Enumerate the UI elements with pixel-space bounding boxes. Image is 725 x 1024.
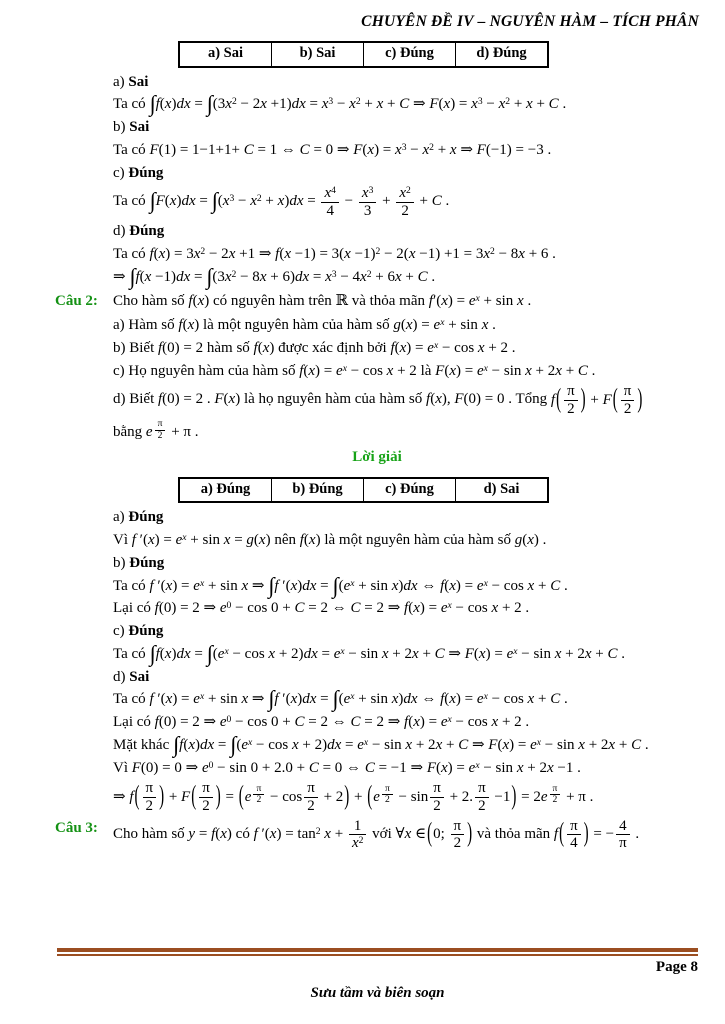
text-run: Ta có	[113, 193, 150, 210]
solution-line	[55, 244, 699, 264]
math-run: ∫F(x)dx = ∫(x3 − x2 + x)dx = $\frac{x4}{4}$ − $\frac{x3}{3}$ + $\frac{x2}{2}$ + C .	[149, 185, 450, 219]
text-run: và thỏa mãn	[473, 825, 554, 842]
integral-symbol: ∫	[206, 91, 213, 117]
math-run: f( $\frac{\pi}{2}$ ) + F( $\frac{\pi}{2}$ )	[550, 383, 643, 417]
text-run: Cho hàm số	[113, 292, 189, 309]
solution-line	[55, 221, 699, 241]
solution-line	[55, 338, 699, 358]
answer-word: Sai	[129, 119, 150, 136]
question-body	[113, 291, 699, 311]
answer-cell: d) Đúng	[456, 42, 549, 67]
document-content	[0, 41, 725, 851]
footer-note: Sưu tầm và biên soạn	[310, 985, 445, 1001]
solution-line	[55, 780, 699, 813]
text-run: c)	[113, 164, 129, 181]
big-paren-open: (	[367, 782, 373, 812]
math-run: f ′(x) = ex + sin x ⇒ ∫f ′(x)dx = ∫(ex + sin x)dx ⇔ f(x) = ex − cos x + C .	[149, 686, 568, 712]
text-run: là một nguyên hàm của hàm số	[199, 317, 394, 334]
math-run: ∀x ∈(0; $\frac{\pi}{2}$ )	[395, 817, 473, 852]
math-run: ⇒ f( $\frac{\pi}{2}$ ) + F( $\frac{\pi}{2}$ ) = (e $\frac{\pi}{2}$ − cos $\frac{\pi}{2}$ + 2) + (e $\frac{\pi}{2}$ − sin $\frac{\pi}{2}$ + 2. $\frac{\pi}{2}$ −1) = 2e $\frac{\pi}{2}$ + π .	[113, 780, 594, 814]
math-run: f(0) = 2 ⇒ e0 − cos 0 + C = 2 ⇔ C = 2 ⇒ f(x) = ex − cos x + 2 .	[154, 714, 530, 731]
math-run: F(1) = 1−1+1+ C = 1 ⇔ C = 0 ⇒ F(x) = x3 − x2 + x ⇒ F(−1) = −3 .	[149, 141, 552, 158]
integral-symbol: ∫	[268, 686, 275, 712]
big-paren-close: )	[344, 782, 350, 812]
text-run: Ta có	[113, 141, 150, 158]
text-run: có nguyên hàm trên	[209, 292, 336, 309]
solution-line	[55, 712, 699, 732]
text-run: được xác định bởi	[274, 339, 391, 356]
solution-line	[55, 553, 699, 573]
big-paren-open: (	[191, 782, 197, 812]
text-run: là họ nguyên hàm của hàm số	[240, 391, 427, 408]
math-run: f(x)	[188, 292, 210, 309]
answer-word: Đúng	[128, 623, 164, 640]
math-run: ℝ	[335, 292, 348, 309]
text-run: hàm số	[203, 339, 254, 356]
solution-line	[55, 315, 699, 335]
text-run: Ta có	[113, 691, 150, 708]
answer-cell: c) Đúng	[364, 42, 456, 67]
solution-line	[55, 263, 699, 289]
solution-line	[55, 758, 699, 778]
question-row	[55, 291, 699, 311]
big-paren-close: )	[637, 385, 643, 415]
integral-symbol: ∫	[149, 188, 156, 214]
question-row	[55, 818, 699, 851]
big-paren-open: (	[134, 782, 140, 812]
text-run: Lại có	[113, 600, 155, 617]
math-run: ∫f(x)dx = ∫(3x2 − 2x +1)dx = x3 − x2 + x + C ⇒ F(x) = x3 − x2 + x + C .	[149, 91, 567, 117]
math-run: ∫f(x)dx = ∫(ex − cos x + 2)dx = ex − sin x + 2x + C ⇒ F(x) = ex − sin x + 2x + C .	[149, 640, 626, 666]
big-paren-close: )	[215, 782, 221, 812]
math-run: f ′(x) = tan2 x + $\frac{1}{x2}$	[254, 826, 369, 842]
math-run: f(0) = 2 .	[158, 391, 211, 408]
text-run: a) Hàm số	[113, 317, 179, 334]
solution-heading: Lời giải	[352, 448, 402, 465]
answer-word: Sai	[128, 73, 149, 90]
text-run: Tổng	[511, 391, 551, 408]
integral-symbol: ∫	[332, 686, 339, 712]
math-run: g(x) .	[514, 532, 547, 549]
text-run: b) Biết	[113, 339, 158, 356]
solution-line	[55, 640, 699, 666]
page-number: Page 8	[655, 959, 698, 975]
math-run: ∫f(x)dx = ∫(ex − cos x + 2)dx = ex − sin x + 2x + C ⇒ F(x) = ex − sin x + 2x + C .	[172, 731, 649, 757]
text-run: bằng	[113, 424, 146, 441]
big-paren-close: )	[159, 782, 165, 812]
solution-line	[55, 72, 699, 92]
math-run: f(x)	[178, 317, 200, 334]
big-paren-close: )	[467, 819, 473, 849]
answer-cell: d) Sai	[456, 478, 549, 503]
math-run: f(x)	[299, 532, 321, 549]
solution-line	[55, 140, 699, 160]
solution-line	[55, 667, 699, 687]
math-run: f ′(x) = ex + sin x = g(x)	[131, 532, 271, 549]
integral-symbol: ∫	[172, 731, 180, 757]
math-run: f ′(x) = ex + sin x ⇒ ∫f ′(x)dx = ∫(ex + sin x)dx ⇔ f(x) = ex − cos x + C .	[149, 572, 568, 598]
answer-cell: b) Đúng	[272, 478, 364, 503]
text-run: Mặt khác	[113, 736, 173, 753]
answer-cell: a) Đúng	[179, 478, 272, 503]
question-label: Câu 3:	[55, 819, 98, 836]
text-run: d)	[113, 223, 130, 240]
text-run: Cho hàm số	[113, 825, 189, 842]
text-run: a)	[113, 73, 129, 90]
integral-symbol: ∫	[268, 572, 275, 598]
solution-line	[55, 507, 699, 527]
math-run: ⇒ ∫f(x −1)dx = ∫(3x2 − 8x + 6)dx = x3 − 4x2 + 6x + C .	[113, 263, 436, 289]
answer-table	[178, 477, 549, 504]
question-body	[113, 818, 699, 851]
integral-symbol: ∫	[149, 640, 156, 666]
answer-word: Đúng	[128, 509, 164, 526]
text-run: và thỏa mãn	[347, 292, 429, 309]
solution-line	[55, 361, 699, 381]
solution-line	[55, 419, 699, 442]
text-run: a)	[113, 509, 129, 526]
big-paren-open: (	[238, 782, 244, 812]
math-run: F(0) = 0 ⇒ e0 − sin 0 + 2.0 + C = 0 ⇔ C = −1 ⇒ F(x) = ex − sin x + 2x −1 .	[131, 759, 581, 776]
math-run: f(0) = 2	[158, 339, 204, 356]
text-run: Lại có	[113, 714, 155, 731]
footer-divider	[57, 948, 698, 956]
math-run: f(x) = 3x2 − 2x +1 ⇒ f(x −1) = 3(x −1)2 − 2(x −1) +1 = 3x2 − 8x + 6 .	[149, 245, 556, 262]
big-paren-close: )	[511, 782, 517, 812]
big-paren-close: )	[580, 385, 586, 415]
text-run: Ta có	[113, 577, 150, 594]
math-run: e $\frac{\pi}{2}$ + π .	[145, 418, 199, 441]
text-run: d)	[113, 668, 130, 685]
solution-line	[55, 185, 699, 218]
text-run: b)	[113, 119, 130, 136]
math-run: f(x), F(0) = 0 .	[426, 391, 512, 408]
solution-line	[55, 117, 699, 137]
answer-word: Đúng	[129, 554, 165, 571]
math-run: g(x) = ex + sin x .	[393, 317, 496, 334]
answer-word: Đúng	[128, 164, 164, 181]
text-run: b)	[113, 554, 130, 571]
integral-symbol: ∫	[206, 263, 213, 289]
answer-cell: c) Đúng	[364, 478, 456, 503]
big-paren-open: (	[556, 385, 562, 415]
integral-symbol: ∫	[211, 188, 218, 214]
text-run: có	[231, 825, 254, 842]
solution-line	[55, 686, 699, 712]
math-run: f(0) = 2 ⇒ e0 − cos 0 + C = 2 ⇔ C = 2 ⇒ f(x) = ex − cos x + 2 .	[154, 600, 530, 617]
math-run: F(x) = ex − sin x + 2x + C .	[435, 362, 596, 379]
big-paren-open: (	[427, 819, 433, 849]
solution-line	[55, 572, 699, 598]
text-run: nên	[270, 532, 300, 549]
answer-table	[178, 41, 549, 68]
solution-line	[55, 530, 699, 550]
integral-symbol: ∫	[149, 91, 156, 117]
answer-word: Đúng	[129, 223, 165, 240]
answer-cell: a) Sai	[179, 42, 272, 67]
math-run: y = f(x)	[188, 825, 232, 842]
text-run: Ta có	[113, 645, 150, 662]
page-footer	[57, 948, 698, 1002]
text-run: c) Họ nguyên hàm của hàm số	[113, 362, 300, 379]
text-run: Vì	[113, 759, 132, 776]
math-run: f(x) = ex − cos x + 2	[299, 362, 417, 379]
integral-symbol: ∫	[129, 263, 136, 289]
integral-symbol: ∫	[230, 731, 237, 757]
integral-symbol: ∫	[332, 572, 339, 598]
integral-symbol: ∫	[206, 640, 213, 666]
math-run: f′(x) = ex + sin x .	[428, 292, 532, 309]
text-run: Vì	[113, 532, 132, 549]
answer-cell: b) Sai	[272, 42, 364, 67]
page-header-title: CHUYÊN ĐỀ IV – NGUYÊN HÀM – TÍCH PHÂN	[361, 13, 699, 30]
big-paren-open: (	[612, 385, 618, 415]
solution-line	[55, 731, 699, 757]
math-run: f(x) = ex − cos x + 2 .	[390, 339, 516, 356]
solution-line	[55, 163, 699, 183]
solution-line	[55, 383, 699, 416]
big-paren-open: (	[559, 819, 565, 849]
text-run: Ta có	[113, 96, 150, 113]
math-run: f( $\frac{\pi}{4}$ ) = − $\frac{4}{\pi}$ .	[553, 817, 640, 852]
text-run: c)	[113, 623, 129, 640]
text-run: là một nguyên hàm của hàm số	[320, 532, 515, 549]
text-run: Ta có	[113, 245, 150, 262]
answer-word: Sai	[129, 668, 150, 685]
solution-line	[55, 621, 699, 641]
question-label: Câu 2:	[55, 292, 98, 309]
big-paren-close: )	[583, 819, 589, 849]
text-run: với	[368, 825, 396, 842]
text-run: là	[416, 362, 436, 379]
solution-line	[55, 91, 699, 117]
math-run: f(x)	[253, 339, 275, 356]
text-run: d) Biết	[113, 391, 158, 408]
math-run: F(x)	[214, 391, 241, 408]
solution-line	[55, 598, 699, 618]
